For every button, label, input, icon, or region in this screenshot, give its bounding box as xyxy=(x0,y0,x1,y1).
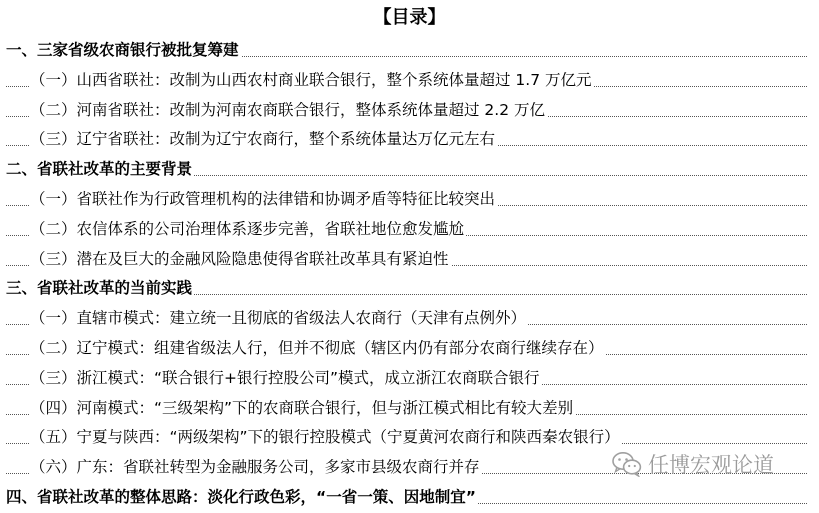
watermark xyxy=(612,449,774,479)
subsection-title: （一）直辖市模式：建立统一且彻底的省级法人农商行（天津有点例外） xyxy=(30,304,528,332)
section-title: 一、三家省级农商银行被批复筹建 xyxy=(6,36,241,64)
toc-subsection-entry xyxy=(0,125,819,155)
toc-section-heading xyxy=(0,483,819,513)
subsection-title: （二）河南省联社：改制为河南农商联合银行，整体系统体量超过 2.2 万亿 xyxy=(30,96,547,124)
subsection-title: （二）农信体系的公司治理体系逐步完善，省联社地位愈发尴尬 xyxy=(30,215,466,243)
toc-subsection-entry xyxy=(0,364,819,394)
subsection-title: （一）省联社作为行政管理机构的法律错和协调矛盾等特征比较突出 xyxy=(30,185,497,213)
toc-subsection-entry xyxy=(0,304,819,334)
wechat-icon xyxy=(612,451,642,477)
toc-title: 【目录】 xyxy=(373,7,446,28)
section-title: 三、省联社改革的当前实践 xyxy=(6,274,194,302)
watermark-text: 任博宏观论道 xyxy=(648,453,774,477)
subsection-title: （二）辽宁模式：组建省级法人行，但并不彻底（辖区内仍有部分农商行继续存在） xyxy=(30,334,606,362)
subsection-title: （六）广东：省联社转型为金融服务公司，多家市县级农商行并存 xyxy=(30,453,482,481)
toc-subsection-entry xyxy=(0,66,819,96)
table-of-contents xyxy=(0,36,819,513)
toc-section-heading xyxy=(0,274,819,304)
section-title: 二、省联社改革的主要背景 xyxy=(6,155,194,183)
subsection-title: （一）山西省联社：改制为山西农村商业联合银行，整个系统体量超过 1.7 万亿元 xyxy=(30,66,594,94)
section-title: 四、省联社改革的整体思路：淡化行政色彩，“一省一策、因地制宜” xyxy=(6,483,478,511)
toc-subsection-entry xyxy=(0,394,819,424)
toc-subsection-entry xyxy=(0,96,819,126)
toc-subsection-entry xyxy=(0,185,819,215)
toc-section-heading xyxy=(0,155,819,185)
subsection-title: （三）辽宁省联社：改制为辽宁农商行，整个系统体量达万亿元左右 xyxy=(30,125,497,153)
subsection-title: （四）河南模式：“三级架构”下的农商联合银行，但与浙江模式相比有较大差别 xyxy=(30,394,575,422)
subsection-title: （三）潜在及巨大的金融风险隐患使得省联社改革具有紧迫性 xyxy=(30,245,451,273)
subsection-title: （五）宁夏与陕西：“两级架构”下的银行控股模式（宁夏黄河农商行和陕西秦农银行） xyxy=(30,423,622,451)
toc-subsection-entry xyxy=(0,215,819,245)
subsection-title: （三）浙江模式：“联合银行+银行控股公司”模式，成立浙江农商联合银行 xyxy=(30,364,542,392)
toc-section-heading xyxy=(0,36,819,66)
toc-subsection-entry xyxy=(0,334,819,364)
toc-subsection-entry xyxy=(0,245,819,275)
